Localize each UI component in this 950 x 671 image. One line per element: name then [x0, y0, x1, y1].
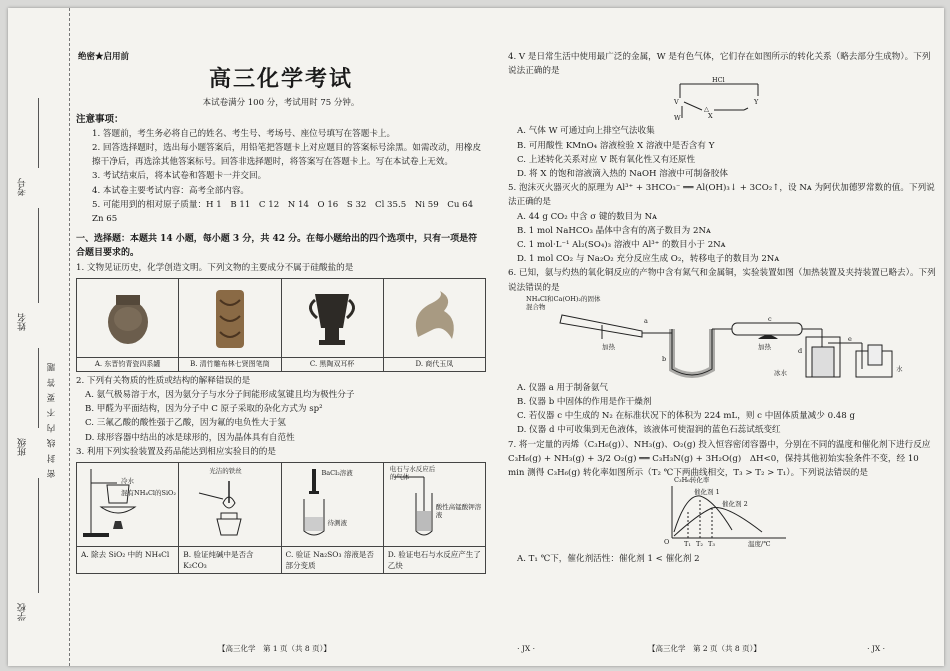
exam-sheet	[8, 8, 944, 666]
label-cold-water: 冷水	[121, 477, 134, 486]
label-b: b	[662, 354, 667, 363]
label-catalyst-2: 催化剂 2	[722, 500, 748, 509]
artifact-caption: B. 清竹雕布林七贤图笔筒	[179, 357, 280, 371]
label-t1: T₁	[684, 540, 691, 549]
ammonia-apparatus	[522, 295, 922, 381]
notice-item: 1. 答题前，考生务必将自己的姓名、考生号、考场号、座位号填写在答题卡上。	[92, 128, 396, 139]
apparatus-caption: C. 验证 Na₂SO₃ 溶液是否部分变质	[282, 546, 383, 573]
label-origin: O	[664, 538, 670, 547]
label-heat-2: 加热	[758, 342, 771, 351]
cup-image	[305, 288, 359, 348]
margin-line	[38, 208, 39, 303]
option: B. 1 mol NaHCO₃ 晶体中含有的离子数目为 2Nᴀ	[517, 225, 711, 236]
footer-mark: · JX ·	[867, 644, 885, 653]
label-v: V	[674, 98, 679, 107]
label-y: Y	[754, 98, 759, 107]
artifact-image-row	[76, 278, 486, 372]
conversion-graph	[652, 476, 792, 552]
option: B. 甲醛为平面结构，因为分子中 C 原子采取的杂化方式为 sp²	[85, 404, 323, 415]
notice-heading: 注意事项：	[76, 113, 124, 125]
label-ice-water: 冰水	[774, 368, 787, 377]
binding-margin	[8, 8, 70, 666]
section-heading: 一、选择题：本题共 14 小题，每小题 3 分，共 42 分。在每小题给出的四个选项中，只有一项是符合题目要求的。	[76, 234, 478, 259]
page-footer-text: 【高三化学 第 1 页（共 8 页）】	[218, 644, 328, 653]
apparatus-d	[384, 463, 485, 573]
page-footer-text: 【高三化学 第 2 页（共 8 页）】	[648, 644, 758, 653]
banji-label: 班级	[18, 438, 28, 456]
label-t2: T₂	[696, 540, 703, 549]
footer-right	[648, 643, 885, 654]
question-1-stem: 1. 文物见证历史，化学创造文明。下列文物的主要成分不属于硅酸盐的是	[76, 262, 354, 273]
option: A. 仪器 a 用于制备氨气	[517, 382, 609, 393]
margin-line	[38, 98, 39, 168]
label-bacl2: BaCl₂溶液	[321, 469, 353, 478]
artifact-d	[384, 279, 485, 371]
artifact-a	[77, 279, 179, 371]
option: C. 若仪器 c 中生成的 N₂ 在标准状况下的体积为 224 mL，则 c 中固体质量减少 0.48 g	[517, 411, 855, 422]
question-2-stem: 2. 下列有关物质的性质或结构的解释错误的是	[76, 375, 251, 386]
option: A. T₁ ℃下，催化剂活性：催化剂 1 < 催化剂 2	[517, 554, 700, 565]
option: B. 仪器 b 中固体的作用是作干燥剂	[517, 397, 652, 408]
label-c: c	[768, 314, 772, 323]
option: D. 仪器 d 中可收集到无色液体，该液体可使湿润的蓝色石蕊试纸变红	[517, 425, 781, 436]
option: C. 1 mol·L⁻¹ Al₂(SO₄)₃ 溶液中 Al³⁺ 的数目小于 2Nᴀ	[517, 240, 726, 251]
label-e: e	[848, 334, 852, 343]
option: A. 44 g CO₂ 中含 σ 键的数目为 Nᴀ	[517, 211, 657, 222]
question-4-stem: 4. V 是日常生活中使用最广泛的金属，W 是有色气体，它们存在如图所示的转化关系（略去部分生成物）。下列说法正确的是	[508, 52, 931, 77]
option: B. 可用酸性 KMnO₄ 溶液检验 X 溶液中是否含有 Y	[517, 140, 715, 151]
label-x: X	[708, 112, 713, 121]
apparatus-caption: A. 除去 SiO₂ 中的 NH₄Cl	[77, 546, 178, 573]
footer-mark: · JX ·	[517, 644, 535, 653]
label-ylabel: C₃H₆转化率	[674, 476, 710, 485]
artifact-caption: A. 东晋钧青瓷四系罐	[77, 357, 178, 371]
left-column	[76, 50, 486, 574]
apparatus-c	[282, 463, 384, 573]
artifact-c	[282, 279, 384, 371]
notice-item: 4. 本试卷主要考试内容：高考全部内容。	[92, 185, 250, 196]
apparatus-a	[77, 463, 179, 573]
option: C. 三氟乙酸的酸性强于乙酸，因为氟的电负性大于氢	[85, 418, 286, 429]
label-mixture: 混有NH₄Cl的SiO₂	[121, 489, 176, 498]
conversion-curves	[652, 480, 792, 552]
margin-line	[38, 348, 39, 428]
label-iron-wire: 光洁的铁丝	[209, 467, 242, 476]
option: D. 1 mol CO₂ 与 Na₂O₂ 充分反应生成 O₂，转移电子的数目为 2Nᴀ	[517, 254, 780, 265]
label-water: 水	[896, 364, 903, 373]
xuexiao-label: 学校	[18, 603, 28, 621]
artifact-caption: D. 商代玉凤	[384, 357, 485, 371]
question-6-stem: 6. 已知，氨与灼热的氧化铜反应的产物中含有氮气和金属铜，实验装置如图（加热装置及夹持装置已略去）。下列说法错误的是	[508, 268, 936, 293]
apparatus-b	[179, 463, 281, 573]
label-solid-mixture: NH₄Cl和Ca(OH)₂的固体混合物	[526, 294, 601, 311]
label-kmno4: 酸性高锰酸钾溶液	[435, 503, 482, 520]
notice-item: 5. 可能用到的相对原子质量：H 1 B 11 C 12 N 14 O 16 S 32 Cl 35.5 Ni 59 Cu 64 Zn 65	[92, 199, 482, 225]
apparatus-row	[76, 462, 486, 574]
question-3-stem: 3. 利用下列实验装置及药品能达到相应实验目的的是	[76, 446, 276, 457]
apparatus-caption: B. 验证纯碱中是否含 K₂CO₃	[179, 546, 280, 573]
question-7-stem: 7. 将一定量的丙烯（C₃H₆(g)）、NH₃(g)、O₂(g) 投入恒容密闭容器中，分别在不同的温度和催化剂下进行反应 C₃H₆(g) + NH₃(g) + 3/2 O₂(g) ══ C₃H₃N(g) + 3H₂O(g) ΔH<0，保持其他初始实验条件不变，经 10 min 测得 C₃H₆(g) 转化率如图所示（T₂ ℃下两曲线相交，T₃ > T₂ > T₁）。下列说法错误的是	[508, 439, 931, 479]
exam-title: 高三化学考试	[208, 66, 353, 93]
brush-pot-image	[210, 286, 250, 350]
option: D. 球形容器中结出的冰是球形的，因为晶体具有自范性	[85, 432, 295, 443]
artifact-b	[179, 279, 281, 371]
sublimation-apparatus	[77, 463, 177, 541]
label-w: W	[674, 114, 681, 123]
jar-image	[103, 289, 153, 347]
label-xlabel: 温度/℃	[748, 540, 771, 549]
label-catalyst-1: 催化剂 1	[694, 488, 720, 497]
footer-left	[218, 643, 535, 654]
jade-phoenix-image	[404, 289, 464, 347]
label-triangle: △	[704, 105, 709, 114]
label-gas: 电石与水反应后的气体	[389, 465, 436, 482]
label-t3: T₃	[708, 540, 715, 549]
kaohao-label: 考号	[18, 178, 28, 196]
label-d: d	[798, 346, 803, 355]
option: D. 将 X 的饱和溶液滴入热的 NaOH 溶液中可制备胶体	[517, 169, 728, 180]
secret-mark: 绝密★启用前	[78, 52, 130, 62]
xingming-label: 姓名	[18, 313, 28, 331]
conversion-diagram	[662, 78, 782, 124]
label-hcl: HCl	[712, 76, 725, 85]
seal-line-text: 密 封 线 内 不 要 答 题	[47, 361, 57, 478]
label-a: a	[644, 316, 648, 325]
option: C. 上述转化关系对应 V 既有氧化性又有还原性	[517, 154, 696, 165]
notice-item: 3. 考试结束后，将本试卷和答题卡一并交回。	[92, 171, 267, 182]
label-test-solution: 待测液	[327, 519, 347, 528]
apparatus-caption: D. 验证电石与水反应产生了乙炔	[384, 546, 485, 573]
margin-line	[38, 478, 39, 593]
question-5-stem: 5. 泡沫灭火器灭火的原理为 Al³⁺ + 3HCO₃⁻ ══ Al(OH)₃↓ + 3CO₂↑，设 Nᴀ 为阿伏加德罗常数的值。下列说法正确的是	[508, 183, 935, 208]
option: A. 气体 W 可通过向上排空气法收集	[517, 126, 655, 137]
option: A. 氨气极易溶于水，因为氨分子与水分子间能形成氢键且均为极性分子	[85, 390, 355, 401]
label-heat-1: 加热	[602, 342, 615, 351]
artifact-caption: C. 黑陶双耳杯	[282, 357, 383, 371]
notice-item: 2. 回答选择题时，选出每小题答案后，用铅笔把答题卡上对应题目的答案标号涂黑。如需改动，用橡皮擦干净后，再选涂其他答案标号。回答非选择题时，将答案写在答题卡上。写在本试卷上无效。	[92, 143, 482, 168]
right-column	[508, 50, 936, 566]
exam-subtitle: 本试卷满分 100 分，考试用时 75 分钟。	[202, 98, 360, 109]
